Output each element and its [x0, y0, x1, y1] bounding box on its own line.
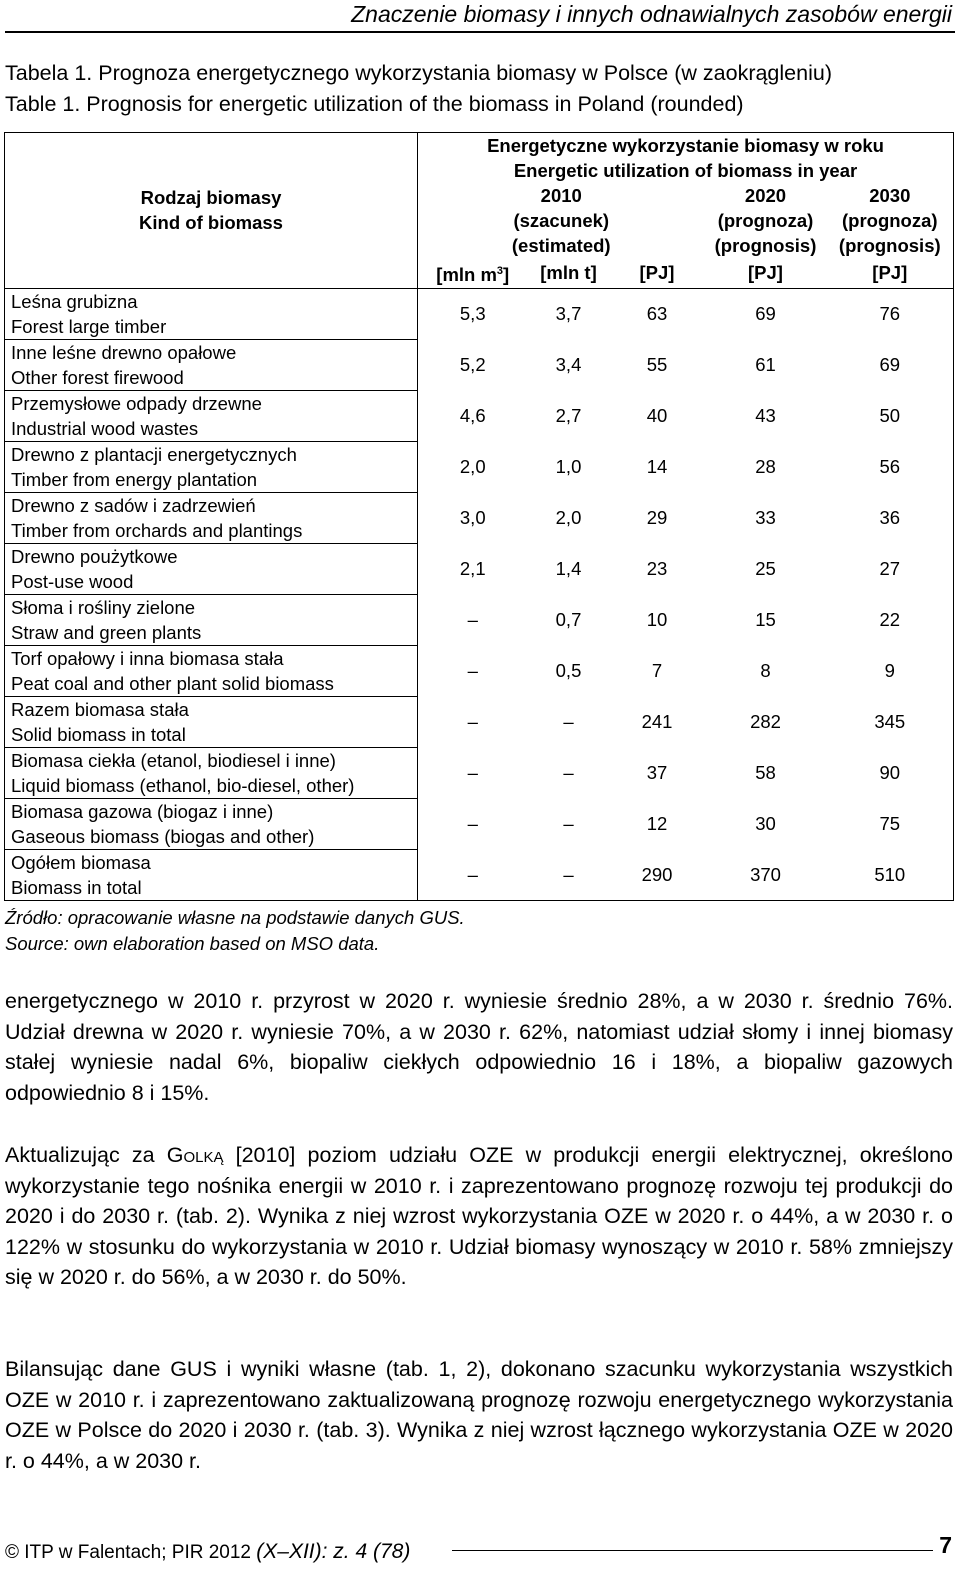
row-value: –: [528, 849, 610, 900]
row-value: 7: [651, 660, 663, 681]
unit-pj-2020: [PJ]: [705, 258, 827, 288]
row-value: 8: [760, 660, 771, 681]
row-value: 3,7: [555, 303, 582, 325]
row-value: 25: [755, 558, 776, 579]
row-kind: [5, 390, 418, 441]
row-value: 1,4: [555, 558, 582, 579]
row-value: 23: [646, 558, 668, 579]
year-2030-pl: (prognoza): [842, 210, 938, 231]
year-2010-pl: (szacunek): [513, 210, 610, 231]
table-row: [5, 288, 954, 339]
row-kind: [5, 798, 418, 849]
row-value: 14: [646, 456, 668, 477]
row-value: –: [418, 645, 528, 696]
row-kind-en: Liquid biomass (ethanol, bio-diesel, other): [11, 774, 355, 796]
row-value: 3,0: [418, 492, 528, 543]
row-value: 370: [705, 849, 827, 900]
group-header-pl: Energetyczne wykorzystanie biomasy w roku: [418, 133, 954, 159]
year-2020-en: (prognosis): [714, 235, 817, 256]
row-value: –: [563, 813, 574, 834]
table-row: [5, 696, 954, 747]
footer-citation: [5, 1538, 410, 1567]
footer-publisher: © ITP w Falentach; PIR 2012: [5, 1542, 251, 1563]
table-caption-pl: Tabela 1. Prognoza energetycznego wykorzystania biomasy w Polsce (w zaokrągleniu): [5, 61, 832, 85]
table-row: [5, 543, 954, 594]
row-value: 29: [646, 507, 668, 528]
row-value: 69: [755, 303, 776, 325]
row-kind: [5, 594, 418, 645]
row-value: 282: [750, 711, 781, 732]
page-number: 7: [939, 1532, 952, 1558]
row-value: 90: [827, 747, 954, 798]
table-caption: [5, 58, 832, 120]
table-row: [5, 849, 954, 900]
table-row: [5, 798, 954, 849]
row-value: 55: [646, 354, 668, 375]
table-caption-en: Table 1. Prognosis for energetic utilization of the biomass in Poland (rounded): [5, 92, 744, 116]
cited-author: Golką: [166, 1143, 224, 1167]
row-kind-pl: Drewno poużytkowe: [11, 545, 178, 567]
row-kind: [5, 441, 418, 492]
table-row: [5, 594, 954, 645]
row-value: –: [418, 594, 528, 645]
year-2010: 2010: [540, 185, 582, 206]
row-value: 30: [755, 813, 776, 834]
row-value: 28: [755, 456, 776, 477]
row-value: 10: [646, 609, 668, 630]
row-kind: [5, 339, 418, 390]
row-kind-en: Peat coal and other plant solid biomass: [11, 672, 334, 694]
paragraph-1: energetycznego w 2010 r. przyrost w 2020 r. wyniesie średnio 28%, a w 2030 r. średnio 76%. Udział drewna w 2020 r. wyniesie 70%, a w 2030 r. 62%, natomiast udział słomy i innej biomasy stałej wyniesie nadal 6%, biopaliw ciekłych odpowiednio 16 i 18%, a biopaliw gazowych odpowiednio 8 i 15%.: [5, 989, 953, 1105]
row-kind-pl: Słoma i rośliny zielone: [11, 596, 196, 618]
table-row: [5, 747, 954, 798]
paragraph-2: Aktualizując za Golką [2010] poziom udziału OZE w produkcji energii elektrycznej, określono wykorzystanie tego nośnika energii w 2010 r. i zaprezentowano prognozę rozwoju tej produkcji do 2020 i do 2030 r. (tab. 2). Wynika z niej wzrost wykorzystania OZE w 2020 r. o 44%, a w 2030 r. o 122% w stosunku do wykorzystania w 2010 r. Udział biomasy wynoszący w 2010 r. 58% zmniejszy się w 2020 r. do 56%, a w 2030 r. do 50%.: [5, 1143, 953, 1289]
row-value: 9: [827, 645, 954, 696]
unit-mln-t: [mln t]: [528, 258, 610, 288]
row-kind-en: Solid biomass in total: [11, 723, 186, 745]
group-header-en: Energetic utilization of biomass in year: [418, 158, 954, 183]
row-kind-en: Timber from energy plantation: [11, 468, 258, 490]
year-header-2030: [827, 183, 954, 258]
row-value: 2,1: [418, 543, 528, 594]
footer-issue: (X–XII): z. 4 (78): [256, 1540, 411, 1563]
footer-rule: [452, 1550, 933, 1551]
row-kind-en: Post-use wood: [11, 570, 134, 592]
row-value: –: [418, 696, 528, 747]
row-kind-en: Straw and green plants: [11, 621, 202, 643]
row-kind-pl: Razem biomasa stała: [11, 698, 189, 720]
row-kind-en: Timber from orchards and plantings: [11, 519, 303, 541]
row-value: –: [563, 762, 574, 783]
row-value: 510: [827, 849, 954, 900]
row-value: 0,5: [555, 660, 582, 681]
table-row: [5, 645, 954, 696]
table-row: [5, 441, 954, 492]
row-value: –: [418, 849, 528, 900]
year-2030: 2030: [869, 185, 911, 206]
row-kind: [5, 492, 418, 543]
unit-pj-2030: [PJ]: [827, 258, 954, 288]
row-value: 0,7: [555, 609, 582, 630]
row-value: 12: [646, 813, 668, 834]
row-value: 37: [646, 762, 668, 783]
row-value: 4,6: [418, 390, 528, 441]
row-kind-pl: Leśna grubizna: [11, 290, 138, 312]
row-value: 33: [755, 507, 776, 528]
year-2010-en: (estimated): [511, 235, 611, 256]
table-row: [5, 390, 954, 441]
row-value: 290: [610, 849, 705, 900]
row-kind: [5, 288, 418, 339]
row-kind-pl: Torf opałowy i inna biomasa stała: [11, 647, 284, 669]
year-header-2010: [418, 183, 705, 258]
row-value: 22: [827, 594, 954, 645]
row-kind-pl: Biomasa gazowa (biogaz i inne): [11, 800, 274, 822]
table-source: [5, 905, 465, 957]
table-row: [5, 339, 954, 390]
paragraph-3: Bilansując dane GUS i wyniki własne (tab. 1, 2), dokonano szacunku wykorzystania wszystkich OZE w 2010 r. i zaprezentowano zaktualizowaną prognozę rozwoju energetycznego wykorzystania OZE w Polsce do 2020 i 2030 r. (tab. 3). Wynika z niej wzrost łącznego wykorzystania OZE w 2020 r. o 44%, a w 2030 r.: [5, 1357, 953, 1473]
table-row: [5, 492, 954, 543]
row-kind: [5, 543, 418, 594]
year-2030-en: (prognosis): [838, 235, 941, 256]
row-value: 241: [641, 711, 673, 732]
row-kind-en: Gaseous biomass (biogas and other): [11, 825, 315, 847]
row-value: –: [563, 711, 574, 732]
row-value: 61: [755, 354, 776, 375]
row-value: 69: [827, 339, 954, 390]
year-2020-pl: (prognoza): [717, 210, 814, 231]
row-value: 75: [827, 798, 954, 849]
row-kind-pl: Drewno z plantacji energetycznych: [11, 443, 297, 465]
row-value: 27: [827, 543, 954, 594]
row-value: 50: [827, 390, 954, 441]
row-kind: [5, 645, 418, 696]
header-rule: [5, 31, 955, 33]
row-kind: [5, 849, 418, 900]
row-value: 15: [755, 609, 776, 630]
row-kind-pl: Ogółem biomasa: [11, 851, 151, 873]
row-kind-pl: Przemysłowe odpady drzewne: [11, 392, 262, 414]
biomass-table: [4, 132, 954, 901]
unit-mln-m3: [mln $m^3$]: [418, 258, 528, 288]
kind-header: [5, 133, 418, 289]
kind-header-en: Kind of biomass: [139, 212, 283, 234]
row-kind-pl: Biomasa ciekła (etanol, biodiesel i inne): [11, 749, 336, 771]
row-value: 40: [646, 405, 668, 426]
row-kind: [5, 747, 418, 798]
row-value: 5,2: [418, 339, 528, 390]
row-value: 2,0: [555, 507, 582, 528]
running-head: Znaczenie biomasy i innych odnawialnych zasobów energii: [351, 1, 952, 27]
row-kind-en: Industrial wood wastes: [11, 417, 199, 439]
year-2020: 2020: [744, 185, 787, 206]
row-value: 3,4: [555, 354, 582, 375]
row-value: 43: [755, 405, 776, 426]
row-value: –: [418, 747, 528, 798]
row-value: 56: [827, 441, 954, 492]
row-value: –: [418, 798, 528, 849]
kind-header-pl: Rodzaj biomasy: [140, 187, 282, 209]
source-pl: Źródło: opracowanie własne na podstawie danych GUS.: [5, 907, 465, 928]
row-kind-en: Other forest firewood: [11, 366, 184, 388]
row-value: 2,7: [555, 405, 582, 426]
row-value: 63: [646, 303, 668, 325]
row-kind-en: Biomass in total: [11, 876, 142, 898]
row-value: 345: [827, 696, 954, 747]
row-value: 76: [827, 288, 954, 339]
unit-pj-2010: [PJ]: [610, 258, 705, 288]
row-value: 2,0: [418, 441, 528, 492]
row-kind-en: Forest large timber: [11, 315, 167, 337]
row-value: 1,0: [555, 456, 582, 477]
row-value: 5,3: [418, 288, 528, 339]
row-value: 36: [827, 492, 954, 543]
row-kind: [5, 696, 418, 747]
row-kind-pl: Inne leśne drewno opałowe: [11, 341, 237, 363]
row-value: 58: [755, 762, 776, 783]
source-en: Source: own elaboration based on MSO data.: [5, 933, 380, 954]
year-header-2020: [705, 183, 827, 258]
row-kind-pl: Drewno z sadów i zadrzewień: [11, 494, 256, 516]
